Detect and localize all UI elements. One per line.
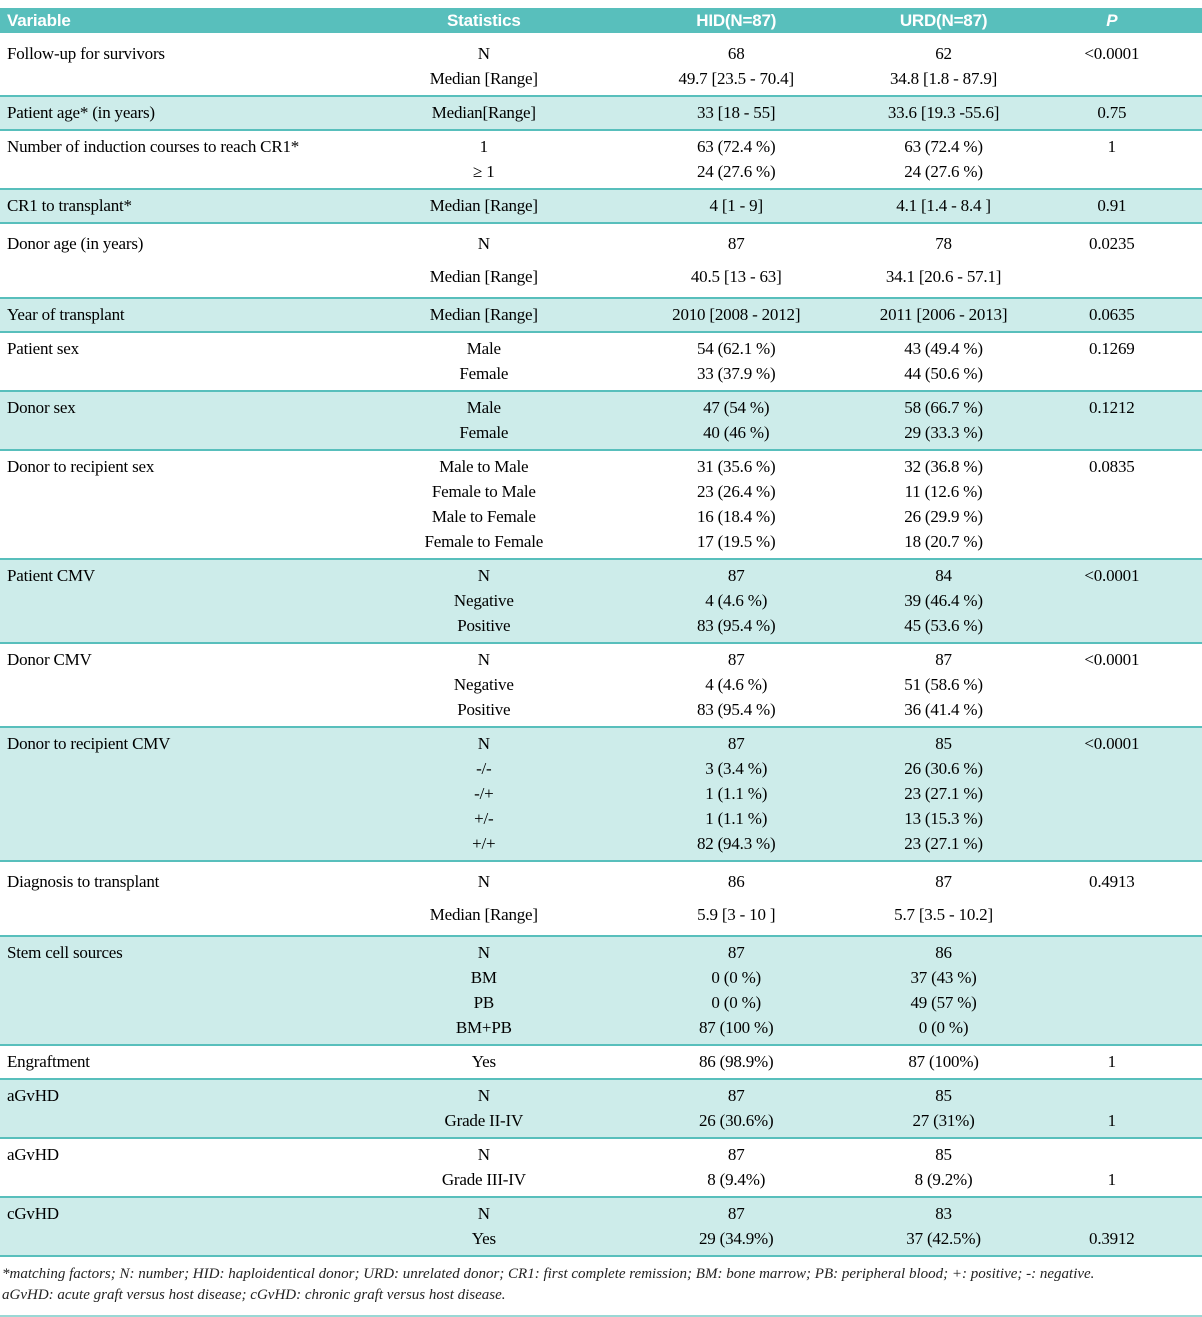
hid-value-cell: 0 (0 %) (711, 993, 761, 1012)
table-body (0, 38, 1202, 1257)
hid-value-cell: 87 (727, 943, 745, 962)
table-row-group (0, 862, 1202, 937)
urd-value-cell: 33.6 [19.3 -55.6] (887, 103, 1000, 122)
urd-value-cell: 11 (12.6 %) (904, 482, 983, 501)
table-row-group (0, 190, 1202, 224)
hid-value-cell: 24 (27.6 %) (696, 162, 776, 181)
footnote-line-2: aGvHD: acute graft versus host disease; cGvHD: chronic graft versus host disease. (2, 1287, 506, 1303)
table-row-group (0, 1198, 1202, 1257)
hid-value-cell: 33 (37.9 %) (696, 364, 776, 383)
table-row-group (0, 131, 1202, 190)
statistic-cell: Grade III-IV (441, 1170, 526, 1189)
variable-cell: Donor sex (7, 398, 76, 417)
table-header-row (0, 8, 1202, 33)
p-value-cell: 0.0635 (1089, 305, 1135, 324)
statistic-cell: N (477, 1086, 490, 1105)
hid-value-cell: 87 (727, 566, 745, 585)
urd-value-cell: 29 (33.3 %) (904, 423, 983, 442)
urd-value-cell: 49 (57 %) (910, 993, 977, 1012)
hid-value-cell: 87 (727, 1145, 745, 1164)
statistic-cell: Median [Range] (429, 69, 538, 88)
urd-value-cell: 84 (935, 566, 952, 585)
hid-value-cell: 87 (727, 234, 745, 253)
variable-cell: Stem cell sources (7, 943, 123, 962)
hid-value-cell: 4 (4.6 %) (705, 591, 768, 610)
p-value-cell (1022, 990, 1202, 1015)
hid-value-cell: 83 (95.4 %) (696, 700, 776, 719)
table-row-group (0, 937, 1202, 1046)
urd-value-cell: 37 (42.5%) (906, 1229, 981, 1248)
p-value-cell (1022, 756, 1202, 781)
table-row-group (0, 392, 1202, 451)
p-value-cell: 1 (1107, 1170, 1116, 1189)
statistic-cell: N (477, 1145, 490, 1164)
p-value-cell: <0.0001 (1084, 44, 1140, 63)
p-value-cell: 0.1212 (1089, 398, 1135, 417)
p-value-cell: <0.0001 (1084, 650, 1140, 669)
urd-value-cell: 24 (27.6 %) (904, 162, 983, 181)
hid-value-cell: 47 (54 %) (703, 398, 770, 417)
statistic-cell: N (477, 734, 490, 753)
variable-cell: Donor age (in years) (7, 234, 144, 253)
variable-cell: Patient CMV (7, 566, 95, 585)
p-value-cell: 1 (1107, 1052, 1116, 1071)
p-value-cell (1022, 965, 1202, 990)
table-row-group (0, 644, 1202, 728)
hid-value-cell: 23 (26.4 %) (696, 482, 776, 501)
urd-value-cell: 34.8 [1.8 - 87.9] (890, 69, 998, 88)
urd-value-cell: 0 (0 %) (918, 1018, 969, 1037)
table-row-group (0, 97, 1202, 131)
hid-value-cell: 83 (95.4 %) (696, 616, 776, 635)
hid-value-cell: 4 [1 - 9] (709, 196, 763, 215)
urd-value-cell: 85 (935, 734, 952, 753)
table-row-group (0, 38, 1202, 97)
hid-value-cell: 86 (98.9%) (698, 1052, 774, 1071)
hid-value-cell: 33 [18 - 55] (697, 103, 776, 122)
p-value-cell: 0.4913 (1089, 872, 1135, 891)
hid-value-cell: 8 (9.4%) (707, 1170, 766, 1189)
p-value-cell: 0.75 (1097, 103, 1127, 122)
hid-value-cell: 87 (100 %) (698, 1018, 774, 1037)
statistic-cell: Median[Range] (431, 103, 536, 122)
hid-value-cell: 16 (18.4 %) (696, 507, 776, 526)
hid-value-cell: 31 (35.6 %) (696, 457, 776, 476)
statistic-cell: Grade II-IV (444, 1111, 524, 1130)
hid-value-cell: 87 (727, 650, 745, 669)
hid-value-cell: 87 (727, 734, 745, 753)
hid-value-cell: 40.5 [13 - 63] (690, 267, 782, 286)
table-row-group (0, 333, 1202, 392)
statistic-cell: Female to Male (431, 482, 536, 501)
hid-value-cell: 26 (30.6%) (698, 1111, 774, 1130)
statistic-cell: Positive (457, 616, 511, 635)
statistic-cell: Male (466, 339, 501, 358)
urd-value-cell: 5.7 [3.5 - 10.2] (894, 905, 993, 924)
p-value-cell (1022, 529, 1202, 554)
table-row-group (0, 560, 1202, 644)
hid-value-cell: 54 (62.1 %) (696, 339, 776, 358)
hid-value-cell: 5.9 [3 - 10 ] (697, 905, 776, 924)
urd-value-cell: 2011 [2006 - 2013] (879, 305, 1008, 324)
statistic-cell: Negative (453, 675, 514, 694)
statistic-cell: N (477, 44, 490, 63)
statistic-cell: -/+ (474, 784, 494, 803)
statistic-cell: Female (459, 364, 509, 383)
variable-cell: Patient sex (7, 339, 79, 358)
hid-value-cell: 3 (3.4 %) (705, 759, 768, 778)
footnote-line-1: *matching factors; N: number; HID: haploidentical donor; URD: unrelated donor; CR1: first complete remission; BM: bone marrow; PB: peripheral blood; +: positive; -: negative. (2, 1266, 1095, 1282)
urd-value-cell: 85 (935, 1086, 952, 1105)
urd-value-cell: 23 (27.1 %) (904, 784, 983, 803)
statistic-cell: Median [Range] (429, 196, 538, 215)
p-value-cell (1022, 1015, 1202, 1040)
urd-value-cell: 23 (27.1 %) (904, 834, 983, 853)
p-value-cell (1022, 697, 1202, 722)
hid-value-cell: 82 (94.3 %) (696, 834, 776, 853)
p-value-cell (1022, 806, 1202, 831)
variable-cell: aGvHD (7, 1145, 59, 1164)
p-value-cell: 0.91 (1097, 196, 1127, 215)
urd-value-cell: 63 (72.4 %) (904, 137, 983, 156)
table-row-group (0, 728, 1202, 862)
statistic-cell: Median [Range] (429, 267, 538, 286)
statistic-cell: Male to Female (431, 507, 536, 526)
p-value-cell: 1 (1107, 1111, 1116, 1130)
urd-value-cell: 26 (30.6 %) (904, 759, 983, 778)
hid-value-cell: 86 (727, 872, 745, 891)
statistic-cell: +/- (474, 809, 494, 828)
hid-value-cell: 1 (1.1 %) (705, 784, 768, 803)
urd-value-cell: 34.1 [20.6 - 57.1] (885, 267, 1002, 286)
hid-value-cell: 49.7 [23.5 - 70.4] (678, 69, 794, 88)
urd-value-cell: 32 (36.8 %) (904, 457, 983, 476)
hid-value-cell: 1 (1.1 %) (705, 809, 768, 828)
hid-value-cell: 17 (19.5 %) (696, 532, 776, 551)
variable-cell: Engraftment (7, 1052, 90, 1071)
hid-value-cell: 87 (727, 1086, 745, 1105)
column-header-variable: Variable (7, 11, 71, 30)
urd-value-cell: 18 (20.7 %) (904, 532, 983, 551)
p-value-cell (1022, 1201, 1202, 1226)
urd-value-cell: 51 (58.6 %) (904, 675, 983, 694)
variable-cell: Year of transplant (7, 305, 125, 324)
table-footnote (0, 1257, 1202, 1317)
table-row-group (0, 1080, 1202, 1139)
p-value-cell (1022, 504, 1202, 529)
p-value-cell: 0.0235 (1089, 234, 1135, 253)
urd-value-cell: 39 (46.4 %) (904, 591, 983, 610)
urd-value-cell: 83 (935, 1204, 952, 1223)
p-value-cell (1022, 831, 1202, 856)
p-value-cell (1022, 361, 1202, 386)
p-value-cell (1022, 898, 1202, 931)
p-value-cell (1022, 672, 1202, 697)
p-value-cell (1022, 781, 1202, 806)
hid-value-cell: 63 (72.4 %) (696, 137, 776, 156)
p-value-cell: 0.0835 (1089, 457, 1135, 476)
p-value-cell (1022, 420, 1202, 445)
variable-cell: Follow-up for survivors (7, 44, 165, 63)
statistic-cell: N (477, 234, 490, 253)
statistic-cell: N (477, 1204, 490, 1223)
table-row-group (0, 451, 1202, 560)
statistic-cell: Negative (453, 591, 514, 610)
p-value-cell (1022, 260, 1202, 293)
column-header-statistics: Statistics (447, 11, 521, 30)
urd-value-cell: 78 (935, 234, 952, 253)
hid-value-cell: 0 (0 %) (711, 968, 761, 987)
statistic-cell: BM+PB (455, 1018, 512, 1037)
urd-value-cell: 62 (935, 44, 952, 63)
statistic-cell: Median [Range] (429, 305, 538, 324)
urd-value-cell: 43 (49.4 %) (904, 339, 983, 358)
table-row-group (0, 1139, 1202, 1198)
column-header-urd: URD(N=87) (899, 11, 988, 30)
p-value-cell: 0.3912 (1089, 1229, 1135, 1248)
urd-value-cell: 13 (15.3 %) (904, 809, 983, 828)
statistic-cell: ≥ 1 (473, 162, 495, 181)
urd-value-cell: 26 (29.9 %) (904, 507, 983, 526)
column-header-p: P (1106, 11, 1118, 30)
p-value-cell (1022, 66, 1202, 91)
p-value-cell (1022, 940, 1202, 965)
p-value-cell: 0.1269 (1089, 339, 1135, 358)
variable-cell: Patient age* (in years) (7, 103, 155, 122)
hid-value-cell: 2010 [2008 - 2012] (672, 305, 801, 324)
p-value-cell (1022, 1083, 1202, 1108)
statistic-cell: Yes (471, 1052, 496, 1071)
hid-value-cell: 29 (34.9%) (698, 1229, 774, 1248)
statistic-cell: BM (470, 968, 497, 987)
urd-value-cell: 27 (31%) (912, 1111, 975, 1130)
urd-value-cell: 8 (9.2%) (914, 1170, 973, 1189)
statistic-cell: N (477, 943, 490, 962)
hid-value-cell: 40 (46 %) (703, 423, 770, 442)
table-row-group (0, 1046, 1202, 1080)
statistic-cell: 1 (479, 137, 488, 156)
statistic-cell: N (477, 650, 490, 669)
urd-value-cell: 87 (935, 650, 952, 669)
urd-value-cell: 4.1 [1.4 - 8.4 ] (896, 196, 991, 215)
urd-value-cell: 85 (935, 1145, 952, 1164)
statistic-cell: Yes (471, 1229, 496, 1248)
p-value-cell (1022, 159, 1202, 184)
urd-value-cell: 45 (53.6 %) (904, 616, 983, 635)
p-value-cell: <0.0001 (1084, 734, 1140, 753)
variable-cell: Donor to recipient CMV (7, 734, 171, 753)
p-value-cell (1022, 1142, 1202, 1167)
p-value-cell (1022, 479, 1202, 504)
urd-value-cell: 36 (41.4 %) (904, 700, 983, 719)
urd-value-cell: 58 (66.7 %) (904, 398, 983, 417)
variable-cell: cGvHD (7, 1204, 59, 1223)
statistic-cell: Positive (457, 700, 511, 719)
urd-value-cell: 87 (935, 872, 952, 891)
table-row-group (0, 224, 1202, 299)
urd-value-cell: 86 (935, 943, 952, 962)
statistic-cell: Female to Female (424, 532, 544, 551)
statistic-cell: Male to Male (439, 457, 529, 476)
statistic-cell: Female (459, 423, 509, 442)
statistic-cell: N (477, 872, 490, 891)
variable-cell: Donor CMV (7, 650, 92, 669)
p-value-cell (1022, 613, 1202, 638)
variable-cell: Number of induction courses to reach CR1* (7, 137, 300, 156)
variable-cell: Donor to recipient sex (7, 457, 155, 476)
statistic-cell: -/- (476, 759, 492, 778)
variable-cell: Diagnosis to transplant (7, 872, 160, 891)
statistic-cell: +/+ (472, 834, 496, 853)
statistic-cell: PB (473, 993, 494, 1012)
p-value-cell (1022, 588, 1202, 613)
hid-value-cell: 4 (4.6 %) (705, 675, 768, 694)
hid-value-cell: 68 (727, 44, 745, 63)
p-value-cell: <0.0001 (1084, 566, 1140, 585)
p-value-cell: 1 (1107, 137, 1116, 156)
table-row-group (0, 299, 1202, 333)
statistic-cell: Male (466, 398, 501, 417)
urd-value-cell: 37 (43 %) (910, 968, 977, 987)
statistic-cell: N (477, 566, 490, 585)
hid-value-cell: 87 (727, 1204, 745, 1223)
variable-cell: aGvHD (7, 1086, 59, 1105)
variable-cell: CR1 to transplant* (7, 196, 132, 215)
statistic-cell: Median [Range] (429, 905, 538, 924)
urd-value-cell: 87 (100%) (908, 1052, 979, 1071)
urd-value-cell: 44 (50.6 %) (904, 364, 983, 383)
column-header-hid: HID(N=87) (696, 11, 777, 30)
